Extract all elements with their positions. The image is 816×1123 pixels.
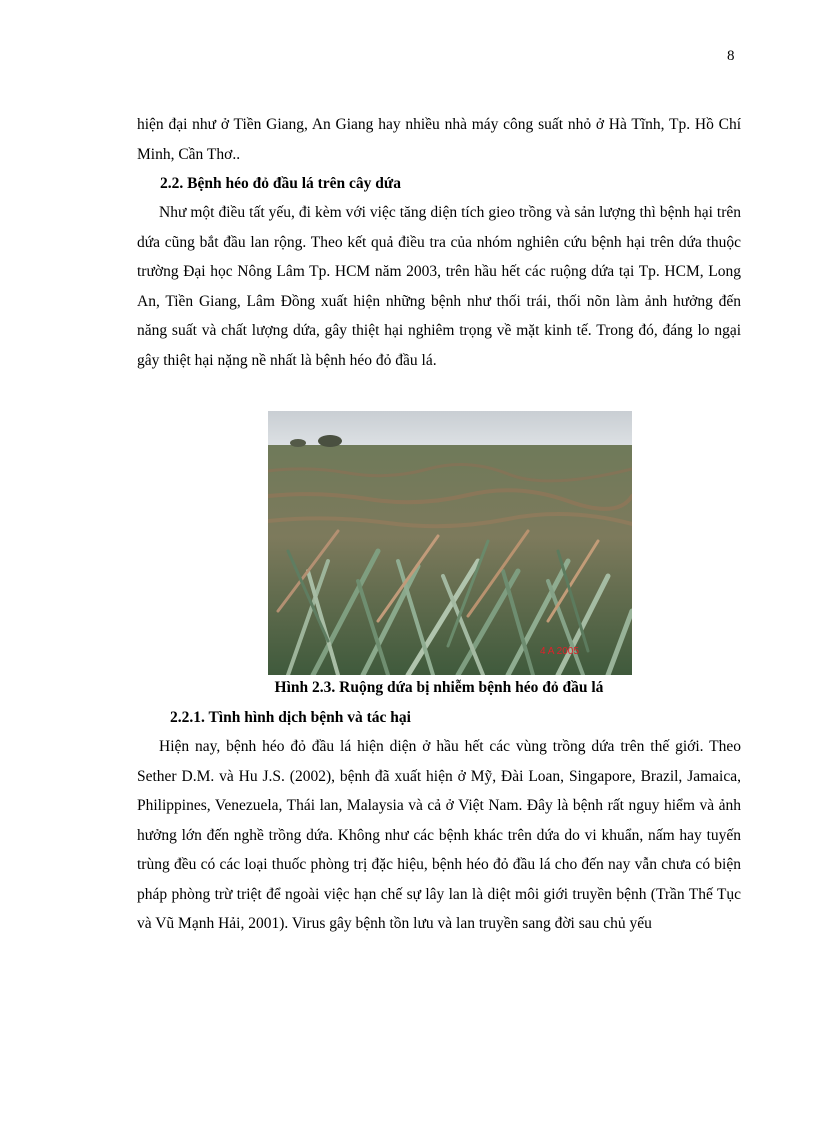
- pineapple-field-photo: [268, 411, 632, 675]
- section-2-2-1-heading: 2.2.1. Tình hình dịch bệnh và tác hại: [170, 709, 411, 726]
- page-number: 8: [727, 48, 735, 64]
- pineapple-field-illustration: [268, 411, 632, 675]
- section-2-2-1-paragraph-text: Hiện nay, bệnh héo đỏ đầu lá hiện diện ở hầu hết các vùng trồng dứa trên thế giới. Theo Sether D.M. và Hu J.S. (2002), bệnh đã xuất hiện ở Mỹ, Đài Loan, Singapore, Brazil, Jamaica, Philippines, Venezuela, Thái lan, Malaysia và cả ở Việt Nam. Đây là bệnh rất nguy hiểm và ảnh hưởng lớn đến nghề trồng dứa. Không như các bệnh khác trên dứa do vi khuẩn, nấm hay tuyến trùng đều có các loại thuốc phòng trị đặc hiệu, bệnh héo đỏ đầu lá cho đến nay vẫn chưa có biện pháp phòng trừ triệt để ngoài việc hạn chế sự lây lan là diệt môi giới truyền bệnh (Trần Thế Tục và Vũ Mạnh Hải, 2001). Virus gây bệnh tồn lưu và lan truyền sang đời sau chủ yếu: [137, 738, 741, 932]
- photo-date-stamp: 4 A 2005: [540, 646, 579, 657]
- section-2-2-1-paragraph: [137, 732, 741, 939]
- section-2-2-paragraph: [137, 198, 741, 375]
- figure-caption: Hình 2.3. Ruộng dứa bị nhiễm bệnh héo đỏ đầu lá: [274, 679, 604, 696]
- intro-paragraph-text: hiện đại như ở Tiền Giang, An Giang hay nhiều nhà máy công suất nhỏ ở Hà Tĩnh, Tp. Hồ Chí Minh, Cần Thơ..: [137, 116, 741, 163]
- section-2-2-heading: 2.2. Bệnh héo đỏ đầu lá trên cây dứa: [160, 175, 401, 192]
- intro-paragraph: [137, 110, 741, 169]
- section-2-2-paragraph-text: Như một điều tất yếu, đi kèm với việc tăng diện tích gieo trồng và sản lượng thì bệnh hại trên dứa cũng bắt đầu lan rộng. Theo kết quả điều tra của nhóm nghiên cứu bệnh hại trên dứa thuộc trường Đại học Nông Lâm Tp. HCM năm 2003, trên hầu hết các ruộng dứa tại Tp. HCM, Long An, Tiền Giang, Lâm Đồng xuất hiện những bệnh như thối trái, thối nõn làm ảnh hưởng đến năng suất và chất lượng dứa, gây thiệt hại nghiêm trọng về mặt kinh tế. Trong đó, đáng lo ngại gây thiệt hại nặng nề nhất là bệnh héo đỏ đầu lá.: [137, 204, 741, 369]
